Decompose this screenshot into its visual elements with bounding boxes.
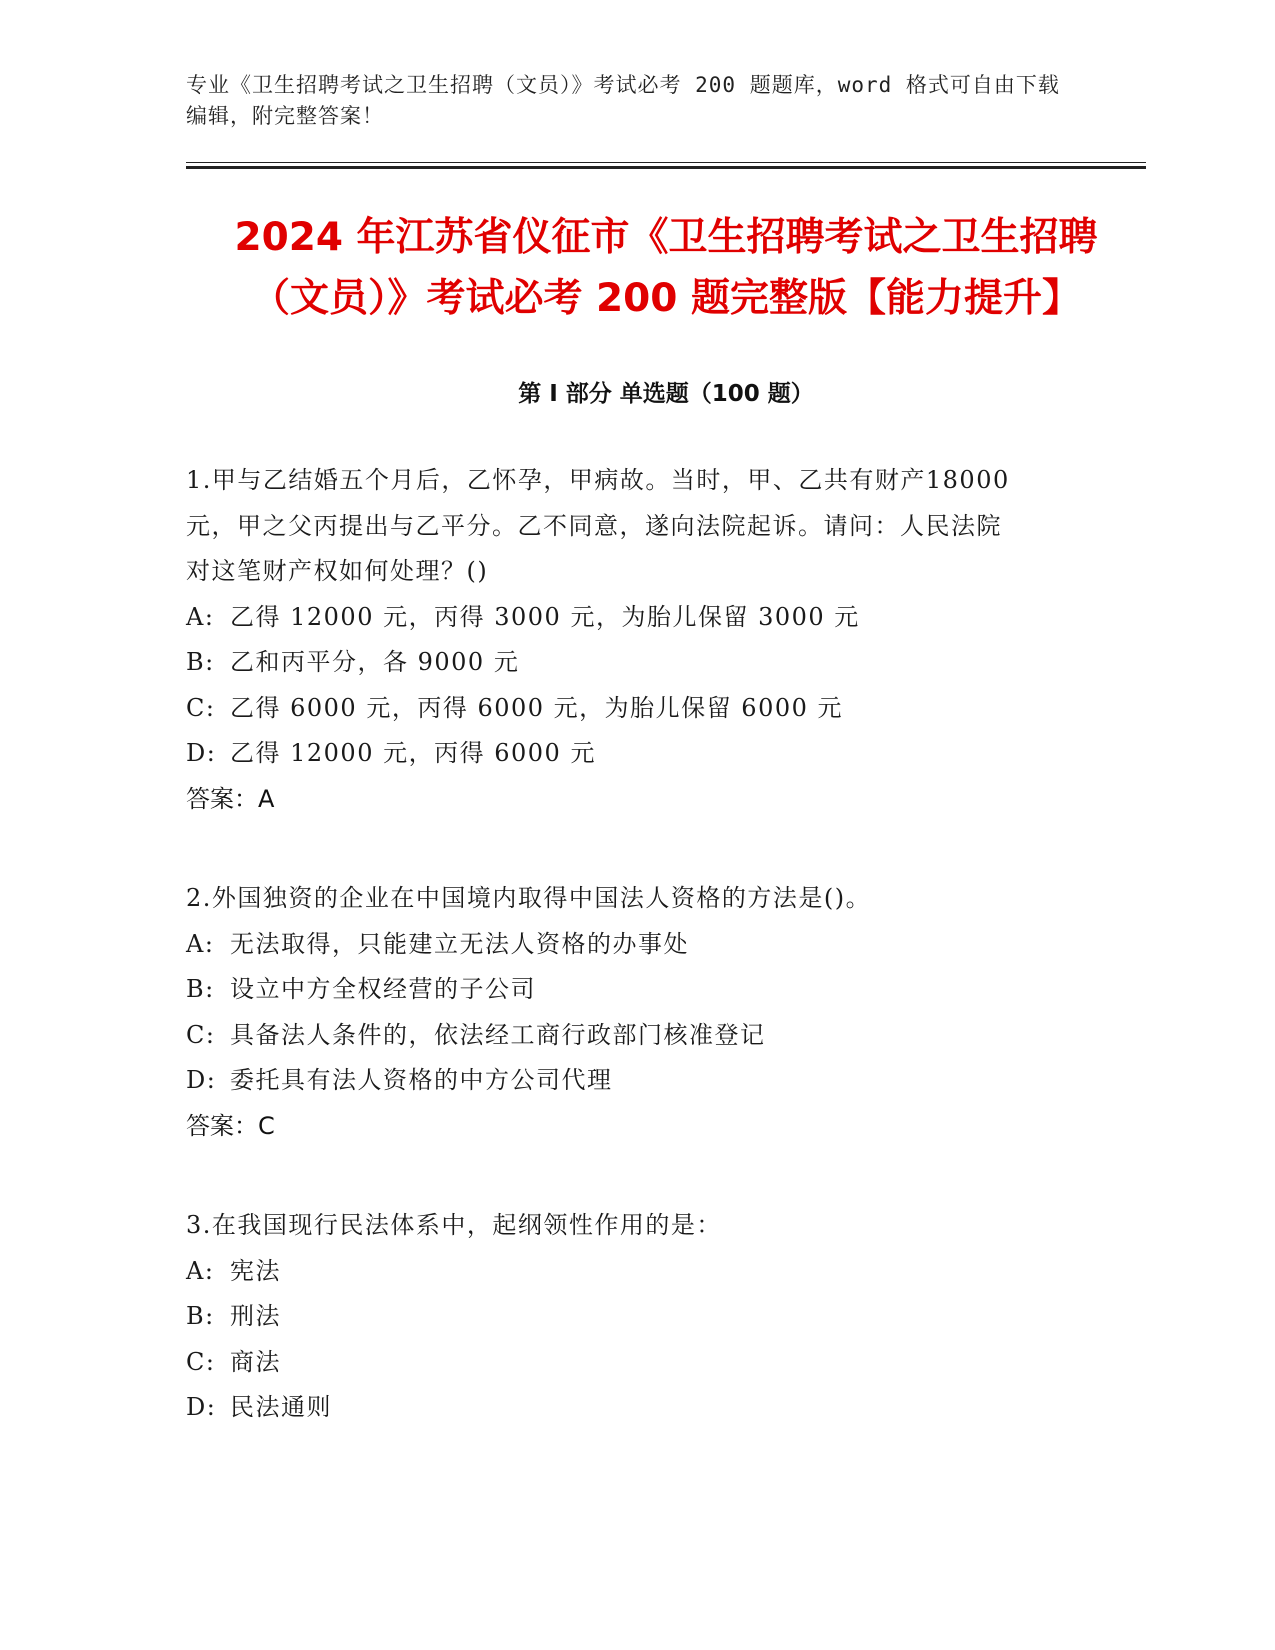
option-text: 乙得 12000 元，丙得 3000 元，为胎儿保留 3000 元 (230, 602, 860, 631)
option-text: 刑法 (230, 1302, 281, 1330)
divider-thick-line (186, 166, 1146, 169)
header-intro: 专业《卫生招聘考试之卫生招聘（文员）》考试必考 200 题题库，word 格式可自由下载编辑，附完整答案！ (186, 73, 1060, 128)
option-letter: B: (186, 648, 215, 676)
divider-thin-line (186, 162, 1146, 163)
question-3 (186, 1203, 1146, 1431)
option-a (186, 1249, 1146, 1295)
question-1 (186, 458, 1146, 822)
option-letter: C: (186, 1347, 216, 1376)
option-d (186, 1058, 1146, 1104)
option-c (186, 1340, 1146, 1386)
option-letter: B: (186, 1302, 215, 1330)
option-letter: A: (186, 602, 215, 631)
option-letter: D: (186, 739, 217, 767)
option-d (186, 1385, 1146, 1431)
option-c (186, 1013, 1146, 1059)
option-c (186, 686, 1146, 732)
option-letter: C: (186, 1020, 216, 1049)
option-text: 无法取得，只能建立无法人资格的办事处 (230, 929, 689, 958)
option-d (186, 731, 1146, 777)
answer-line: 答案：A (186, 784, 275, 813)
option-text: 民法通则 (230, 1393, 332, 1421)
question-text: 2.外国独资的企业在中国境内取得中国法人资格的方法是()。 (186, 884, 872, 912)
question-text: 1.甲与乙结婚五个月后，乙怀孕，甲病故。当时，甲、乙共有财产18000 元，甲之父丙提出与乙平分。乙不同意，遂向法院起诉。请问：人民法院对这笔财产权如何处理？() (186, 466, 1010, 585)
option-text: 商法 (230, 1347, 281, 1376)
section-heading: 第 I 部分 单选题（100 题） (518, 381, 814, 407)
option-a (186, 595, 1146, 641)
question-text: 3.在我国现行民法体系中，起纲领性作用的是： (186, 1211, 722, 1239)
option-letter: A: (186, 929, 215, 958)
option-text: 乙得 12000 元，丙得 6000 元 (230, 739, 596, 767)
option-letter: D: (186, 1066, 217, 1094)
option-text: 乙得 6000 元，丙得 6000 元，为胎儿保留 6000 元 (230, 693, 844, 722)
option-letter: A: (186, 1256, 215, 1285)
document-page (186, 70, 1146, 1431)
option-text: 乙和丙平分，各 9000 元 (230, 648, 520, 676)
option-letter: B: (186, 975, 215, 1003)
option-b (186, 640, 1146, 686)
header-divider (186, 162, 1146, 169)
option-a (186, 922, 1146, 968)
document-title: 2024 年江苏省仪征市《卫生招聘考试之卫生招聘（文员）》考试必考 200 题完整版【能力提升】 (234, 215, 1098, 321)
option-text: 宪法 (230, 1256, 281, 1285)
answer-line: 答案：C (186, 1111, 275, 1140)
question-2 (186, 876, 1146, 1149)
option-b (186, 967, 1146, 1013)
option-letter: C: (186, 693, 216, 722)
option-text: 设立中方全权经营的子公司 (230, 975, 536, 1003)
option-b (186, 1294, 1146, 1340)
option-text: 具备法人条件的，依法经工商行政部门核准登记 (230, 1020, 766, 1049)
option-text: 委托具有法人资格的中方公司代理 (230, 1066, 613, 1094)
option-letter: D: (186, 1393, 217, 1421)
